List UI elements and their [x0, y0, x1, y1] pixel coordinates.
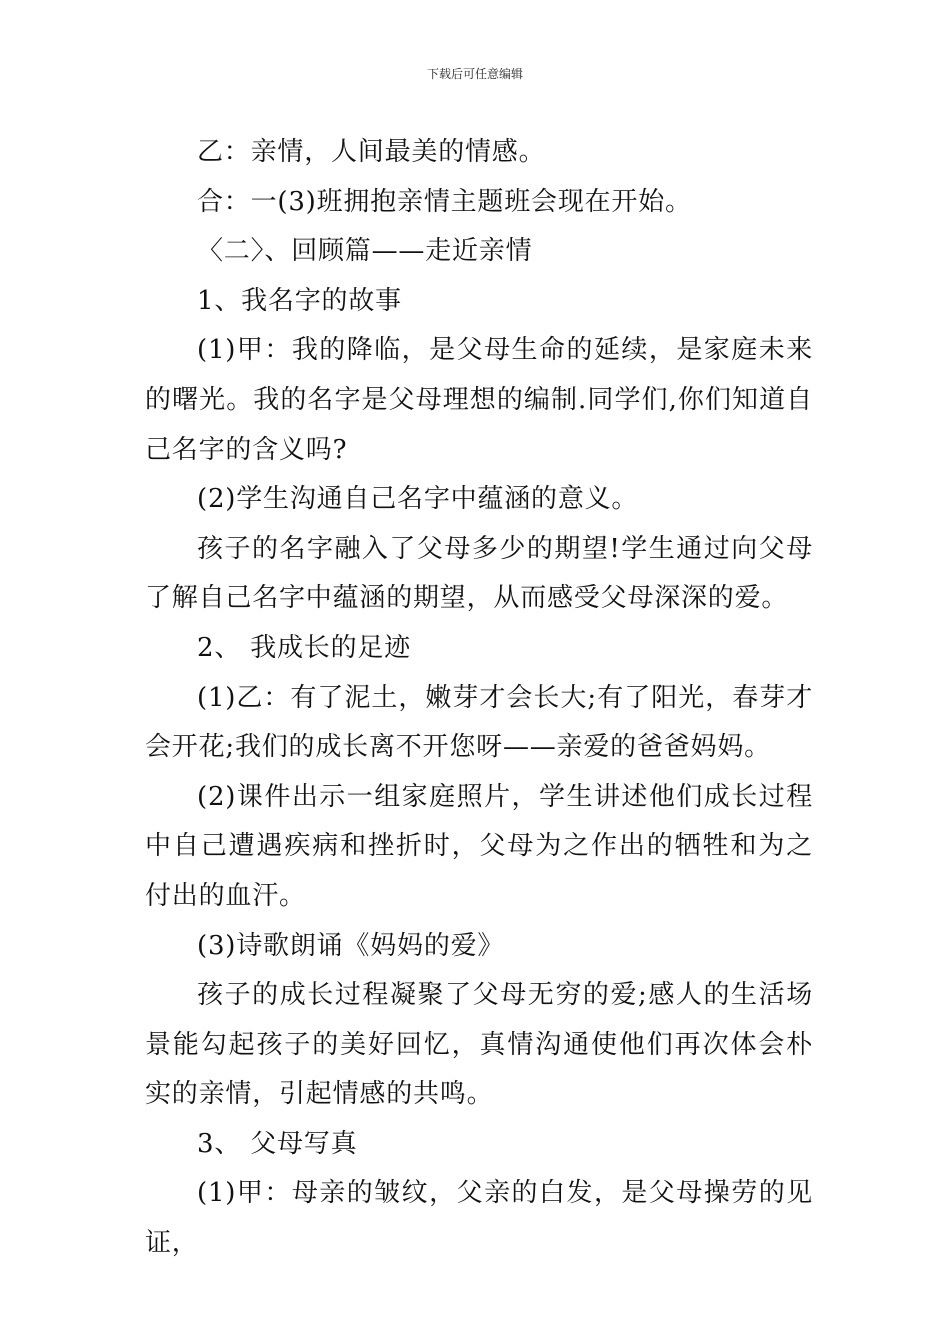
paragraph-growth-2: (2)课件出示一组家庭照片，学生讲述他们成长过程中自己遭遇疾病和挫折时，父母为之作出的牺牲和为之付出的血汗。 — [145, 781, 813, 911]
subheading-parents-portrait: 3、 父母写真 — [197, 1128, 358, 1159]
section-heading-review: 〈二〉、回顾篇——走近亲情 — [197, 236, 533, 267]
paragraph-parents-1: (1)甲：母亲的皱纹，父亲的白发，是父母操劳的见证， — [145, 1178, 813, 1259]
paragraph-growth-3: (3)诗歌朗诵《妈妈的爱》 — [197, 930, 505, 961]
paragraph-dialogue-yi: 乙：亲情，人间最美的情感。 — [197, 137, 546, 167]
paragraph-dialogue-together: 合：一(3)班拥抱亲情主题班会现在开始。 — [197, 186, 692, 217]
paragraph-growth-1: (1)乙：有了泥土，嫩芽才会长大;有了阳光，春芽才会开花;我们的成长离不开您呀——亲爱的爸爸妈妈。 — [145, 682, 813, 763]
paragraph-growth-summary: 孩子的成长过程凝聚了父母无穷的爱;感人的生活场景能勾起孩子的美好回忆，真情沟通使他们再次体会朴实的亲情，引起情感的共鸣。 — [145, 980, 813, 1110]
paragraph-name-story-2: (2)学生沟通自己名字中蕴涵的意义。 — [197, 484, 639, 515]
page-header-note: 下载后可任意编辑 — [426, 67, 523, 81]
subheading-name-story: 1、我名字的故事 — [197, 285, 402, 316]
paragraph-name-story-1: (1)甲：我的降临，是父母生命的延续，是家庭未来的曙光。我的名字是父母理想的编制.同学们,你们知道自己名字的含义吗? — [145, 335, 813, 465]
paragraph-name-story-summary: 孩子的名字融入了父母多少的期望!学生通过向父母了解自己名字中蕴涵的期望，从而感受父母深深的爱。 — [145, 533, 813, 614]
document-body — [145, 128, 813, 1269]
subheading-growth-footprints: 2、 我成长的足迹 — [197, 632, 412, 663]
